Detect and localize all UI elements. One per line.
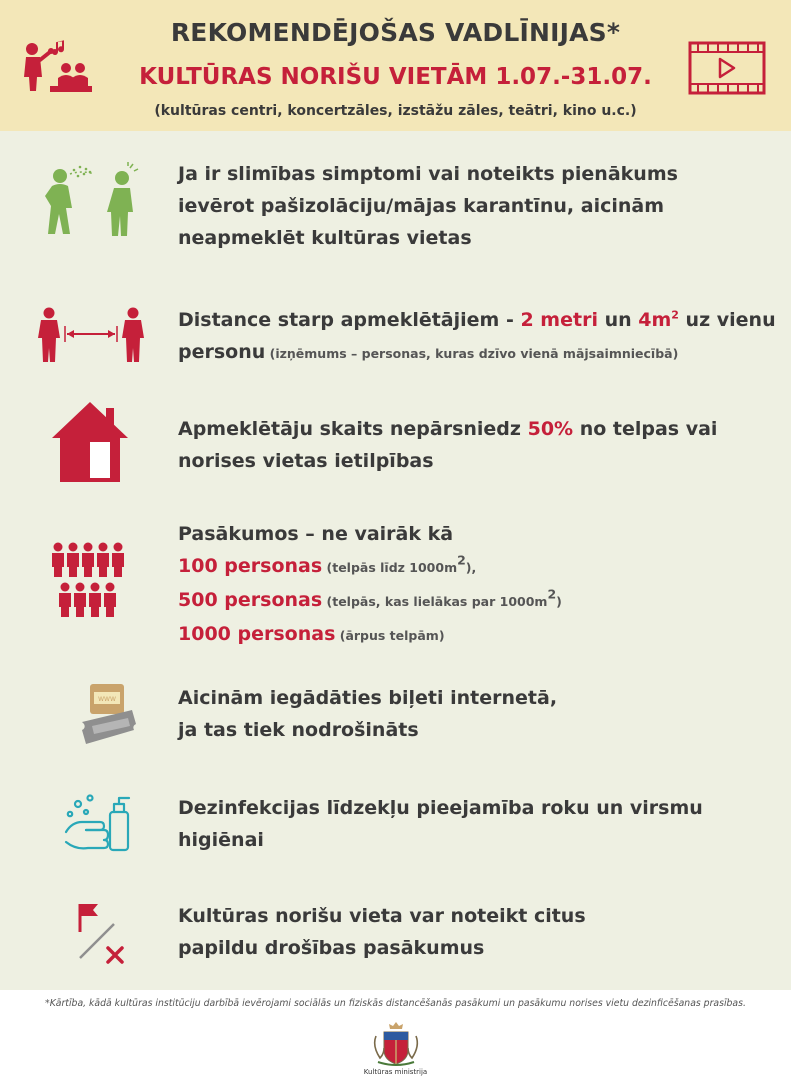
page-subtitle: KULTŪRAS NORIŠU VIETĀM 1.07.-31.07. — [139, 64, 652, 90]
limit-condition: (telpās, kas lielākas par 1000m — [322, 594, 548, 609]
text-line: norises vietas ietilpības — [178, 450, 434, 472]
capacity-percent: 50% — [527, 418, 574, 440]
header-banner — [0, 0, 791, 131]
text-line: papildu drošības pasākumus — [178, 937, 485, 959]
text-line: ja tas tiek nodrošināts — [178, 719, 419, 741]
text-segment: personu — [178, 341, 266, 363]
tickets-icon — [80, 682, 146, 748]
limit-count: 1000 personas — [178, 623, 336, 645]
text-line: ievērot pašizolāciju/mājas karantīnu, aicinām — [178, 195, 665, 217]
area-per-person: 4m — [638, 309, 672, 331]
superscript: 2 — [547, 586, 557, 602]
limit-count: 500 personas — [178, 589, 323, 611]
row-events-text — [178, 518, 778, 652]
row-capacity-text — [178, 413, 778, 477]
text-segment: un — [597, 309, 639, 331]
text-segment: no telpas vai — [573, 418, 718, 440]
superscript: 2 — [457, 552, 466, 568]
hand-sanitizer-icon — [62, 790, 134, 862]
film-play-icon — [688, 41, 766, 99]
text-segment: Apmeklētāju skaits nepārsniedz — [178, 418, 528, 440]
limit-item — [178, 550, 778, 584]
venue-types-note: (kultūras centri, koncertzāles, izstāžu zāles, teātri, kino u.c.) — [154, 103, 637, 119]
row-symptoms-text — [178, 158, 778, 254]
limit-condition-end: ) — [556, 594, 562, 609]
text-line: higiēnai — [178, 829, 264, 851]
house-icon — [50, 400, 130, 488]
sneezing-people-icon — [44, 162, 144, 244]
footnote: *Kārtība, kādā kultūras institūciju darbībā ievērojami sociālās un fiziskās distancēšanās pasākumi un pasākumu norises vietu dezinficēšanas prasības. — [45, 998, 746, 1009]
crowd-icon — [52, 542, 132, 622]
limit-item — [178, 618, 778, 652]
limit-condition: (telpās līdz 1000m — [322, 560, 458, 575]
page-title: REKOMENDĒJOŠAS VADLĪNIJAS* — [170, 18, 621, 47]
row-tickets-text — [178, 682, 778, 746]
text-line: neapmeklēt kultūras vietas — [178, 227, 472, 249]
text-segment: uz vienu — [678, 309, 776, 331]
limit-condition-end: ), — [465, 560, 477, 575]
coat-of-arms-icon — [370, 1020, 422, 1072]
limit-count: 100 personas — [178, 555, 323, 577]
limit-condition: (ārpus telpām) — [335, 628, 445, 643]
superscript: 2 — [671, 308, 679, 322]
text-segment: Distance starp apmeklētājiem - — [178, 309, 521, 331]
exception-note: (izņēmums – personas, kuras dzīvo vienā mājsaimniecībā) — [265, 346, 679, 361]
svg-text:WWW: WWW — [98, 696, 116, 703]
ministry-label: Kultūras ministrija — [363, 1068, 428, 1076]
text-line: Dezinfekcijas līdzekļu pieejamība roku un virsmu — [178, 797, 703, 819]
text-line: Aicinām iegādāties biļeti internetā, — [178, 687, 558, 709]
row-extra-measures-text — [178, 900, 778, 964]
row-sanitizer-text — [178, 792, 778, 856]
text-line: Pasākumos – ne vairāk kā — [178, 523, 454, 545]
text-line: Kultūras norišu vieta var noteikt citus — [178, 905, 586, 927]
text-line: Ja ir slimības simptomi vai noteikts pienākums — [178, 163, 678, 185]
flag-cross-icon — [74, 900, 130, 974]
limit-item — [178, 584, 778, 618]
row-distance-text — [178, 304, 778, 370]
distance-people-icon — [37, 306, 147, 368]
distance-meters: 2 metri — [520, 309, 598, 331]
